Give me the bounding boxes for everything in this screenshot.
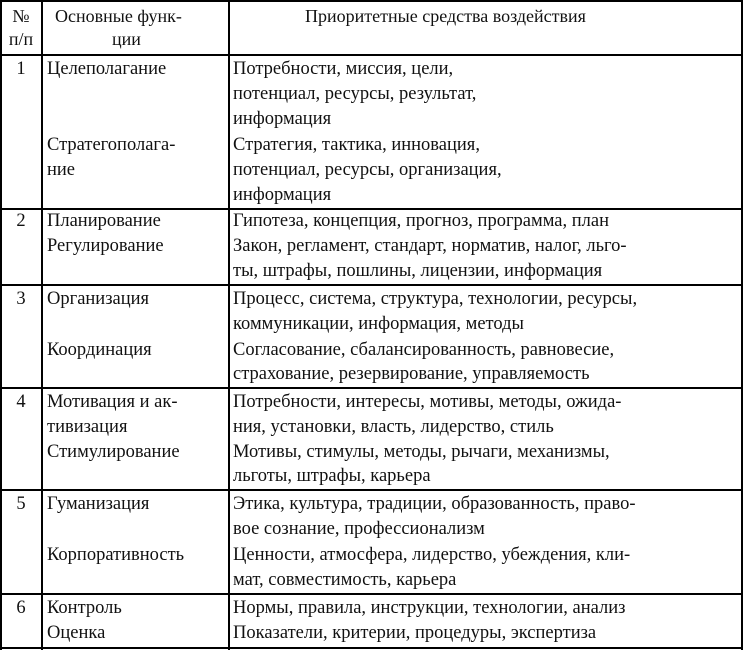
row-6-function-1: Контроль — [47, 598, 122, 618]
row-1-function-1: Целеполагание — [47, 59, 167, 79]
header-num-line2: п/п — [8, 29, 34, 49]
row-3-number: 3 — [16, 289, 26, 309]
table-border-bottom — [0, 647, 743, 649]
row-3-means-2-line-1: Согласование, сбалансированность, равновесие, — [233, 340, 615, 360]
header-functions-line1: Основные функ- — [55, 6, 182, 26]
row-1-means-2-line-3: информация — [233, 185, 332, 205]
row-3-means-2-line-2: страхование, резервирование, управляемость — [233, 364, 590, 384]
row-4-function-2: Стимулирование — [47, 442, 180, 462]
header-means: Приоритетные средства воздействия — [305, 6, 586, 26]
row-4-means-1-line-2: ния, установки, власть, лидерство, стиль — [233, 417, 554, 437]
row-1-means-1-line-1: Потребности, миссия, цели, — [233, 59, 454, 79]
header-num-line1: № — [12, 6, 30, 26]
row-2-function-1: Планирование — [47, 211, 161, 231]
row-5-means-2-line-2: мат, совместимость, карьера — [233, 570, 457, 590]
row-2-means-2-line-2: ты, штрафы, пошлины, лицензии, информация — [233, 261, 603, 281]
table-border-left — [0, 0, 2, 650]
row-4-number: 4 — [16, 392, 26, 412]
row-4-function-1-line-1: Мотивация и ак- — [47, 392, 178, 412]
row-6-function-2: Оценка — [47, 623, 106, 643]
row-2-means-1-line-1: Гипотеза, концепция, прогноз, программа, план — [233, 211, 609, 231]
row-1-function-2-line-1: Стратегополага- — [47, 135, 176, 155]
row-4-means-2-line-2: льготы, штрафы, карьера — [233, 466, 431, 486]
row-5-number: 5 — [16, 494, 26, 514]
row-5-means-2-line-1: Ценности, атмосфера, лидерство, убеждения, кли- — [233, 545, 631, 565]
row-4-function-1-line-2: тивизация — [47, 417, 128, 437]
row-1-means-2-line-1: Стратегия, тактика, инновация, — [233, 135, 480, 155]
row-6-means-1-line-1: Нормы, правила, инструкции, технологии, анализ — [233, 598, 626, 618]
row-4-means-2-line-1: Мотивы, стимулы, методы, рычаги, механизмы, — [233, 442, 610, 462]
row-6-number: 6 — [16, 598, 26, 618]
row-1-means-1-line-3: информация — [233, 109, 332, 129]
row-3-means-1-line-1: Процесс, система, структура, технологии, ресурсы, — [233, 289, 638, 309]
row-5-means-1-line-1: Этика, культура, традиции, образованность, право- — [233, 494, 636, 514]
row-2-function-2: Регулирование — [47, 236, 164, 256]
column-divider-2 — [228, 0, 230, 650]
row-3-function-1: Организация — [47, 289, 150, 309]
row-3-function-2: Координация — [47, 340, 152, 360]
row-1-means-1-line-2: потенциал, ресурсы, результат, — [233, 84, 477, 104]
row-2-number: 2 — [16, 211, 26, 231]
row-5-means-1-line-2: вое сознание, профессионализм — [233, 519, 485, 539]
row-1-means-2-line-2: потенциал, ресурсы, организация, — [233, 160, 502, 180]
column-divider-1 — [41, 0, 43, 650]
row-1-number: 1 — [16, 59, 26, 79]
row-2-means-2-line-1: Закон, регламент, стандарт, норматив, налог, льго- — [233, 236, 627, 256]
table-border-top — [0, 0, 743, 2]
row-1-function-2-line-2: ние — [47, 160, 76, 180]
row-5-function-2: Корпоративность — [47, 545, 185, 565]
header-divider — [0, 54, 743, 56]
row-4-means-1-line-1: Потребности, интересы, мотивы, методы, ожида- — [233, 392, 622, 412]
row-6-means-2-line-1: Показатели, критерии, процедуры, экспертиза — [233, 623, 597, 643]
header-functions-line2: ции — [112, 29, 141, 49]
row-5-function-1: Гуманизация — [47, 494, 150, 514]
row-3-means-1-line-2: коммуникации, информация, методы — [233, 314, 524, 334]
